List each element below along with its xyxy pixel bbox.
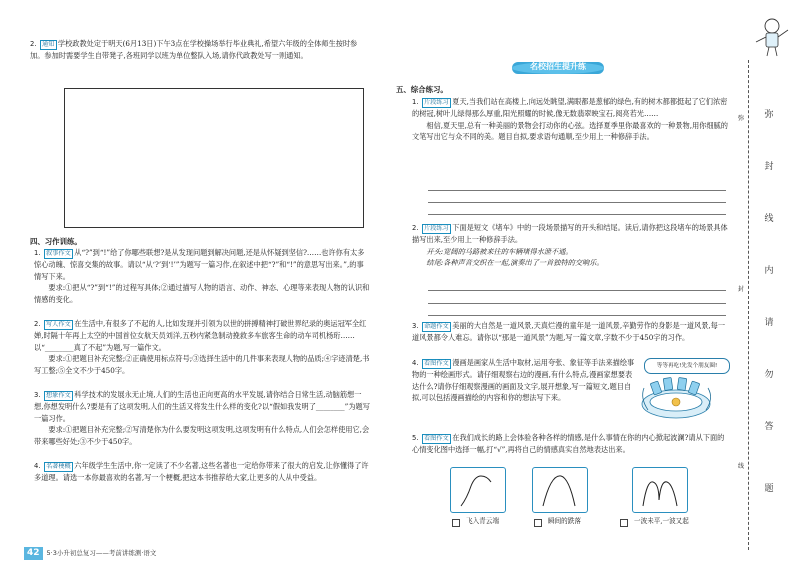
requirement-text: 要求:①把从“?”到“!”的过程写具体;②通过描写人物的语言、动作、神态、心理等来表现人物的认识和情感的变化。 [34, 283, 370, 305]
seal-line-small: 封 [738, 286, 745, 293]
option-checkbox-3[interactable] [620, 519, 628, 527]
mood-chart-wave[interactable] [632, 467, 688, 513]
question-tag: 写人作文 [44, 320, 74, 330]
option-label-1: 飞入青云端 [466, 517, 499, 525]
question-tag: 通知 [40, 40, 57, 50]
requirement-text: 要求:①把题目补充完整;②写清楚你为什么要发明这项发明,这项发明有什么特点,人们会怎样使用它,会带来哪些好处;③不少于450字。 [34, 425, 370, 447]
answer-line[interactable] [428, 214, 726, 215]
section-4-title: 四、习作训练。 [30, 237, 82, 246]
question-tag: 命题作文 [422, 322, 452, 332]
answer-line[interactable] [428, 303, 726, 304]
question-number: 1. [412, 98, 419, 106]
option-checkbox-2[interactable] [534, 519, 542, 527]
question-text: 在我们成长的路上会体验各种各样的情感,是什么事情在你的内心掀起波澜?请从下面的心情变化图中选择一幅,打“√”,再将自己的情感真实自然地表达出来。 [412, 433, 725, 455]
question-text: 下面是短文《堵车》中的一段场景描写的开头和结尾。读后,请你把这段堵车的场景具体描写出来,至少用上一种修辞手法。 [412, 223, 728, 245]
section-banner [508, 60, 608, 76]
exercise-2 [412, 222, 728, 269]
writing-task-4 [34, 460, 370, 484]
question-text: 在生活中,有很多了不起的人,比如发现并引领为以世的拼搏精神打破世界纪录的奥运冠军全红婵,时隔十年再上太空的中国首位女航天员刘洋,五秒内紧急制动挽救多车旅客生命的动车司机杨珩……以“________真了不起”为题,写一篇作文。 [34, 319, 367, 352]
sidebar-char: 线 [764, 214, 774, 224]
question-tag: 看图作文 [422, 434, 452, 444]
writing-task-1 [34, 247, 370, 306]
sidebar-char: 弥 [764, 110, 774, 120]
writing-task-2 [34, 318, 370, 377]
passage-opening: 开头:宽阔的马路被来往的车辆堵得水泄不通。 [426, 246, 573, 256]
answer-line[interactable] [428, 190, 726, 191]
question-tag: 片段练习 [422, 98, 452, 108]
banner-title: 名校招生提升练 [530, 62, 586, 71]
question-number: 3. [412, 322, 419, 330]
question-text: 科学技术的发展永无止境,人们的生活也正向更高的水平发展,请你结合日常生活,动脑筋想一想,你想发明什么?要是有了这项发明,人们的生活又将发生什么样的变化?以“假如我发明了________”为题写一篇习作。 [34, 390, 370, 423]
speech-bubble-text: 等等再吃!先发个朋友圈! [656, 363, 718, 369]
question-text: 夏天,当我们站在高楼上,向远处眺望,满眼都是葱郁的绿色,有的树木都都挺起了它们浓密的树冠,树叶儿绿得那么厚重,阳光照耀的时候,像无数翡翠映宝石,阅亮若光…… [412, 97, 728, 119]
answer-box[interactable] [64, 88, 364, 228]
seal-line [748, 60, 749, 550]
exercise-3 [412, 320, 728, 344]
question-number: 2. [30, 40, 37, 48]
section-5-title: 五、综合练习。 [396, 85, 448, 94]
exercise-5 [412, 432, 728, 456]
question-tag: 看图作文 [422, 359, 452, 369]
question-text: 漫画是画家从生活中取材,运用夸张、象征等手法来描绘事物的一种绘画形式。请仔细观察右边的漫画,有什么特点,漫画家想要表达什么?请你仔细观察漫画的画面及文字,展开想象,写一篇短文,题目自拟,可以包括漫画描绘的内容和你的想法写下来。 [412, 358, 635, 403]
question-number: 2. [34, 320, 41, 328]
option-checkbox-1[interactable] [452, 519, 460, 527]
wave-curve-icon [633, 468, 689, 514]
question-number: 4. [412, 359, 419, 367]
question-text: 学校政教处定于明天(6月13日)下午3点在学校操场举行毕业典礼,希望六年级的全体师生按时参加。参加时需要学生自带凳子,各班同学以班为单位整队入场,请你代政教处写一则通知。 [30, 39, 358, 61]
answer-line[interactable] [428, 290, 726, 291]
left-q2 [30, 38, 370, 62]
sidebar-char: 内 [764, 266, 774, 276]
question-number: 1. [34, 249, 41, 257]
mood-chart-rising[interactable] [450, 467, 506, 513]
question-text: 六年级学生生活中,你一定读了不少名著,这些名著也一定给你带来了很大的启发,让你懂得了许多道理。请选一本你最喜欢的名著,写一个梗概,把这本书推荐给大家,让更多的人从中受益。 [34, 461, 369, 483]
mood-chart-falling[interactable] [532, 467, 588, 513]
question-tag: 想象作文 [44, 391, 74, 401]
sidebar-char: 答 [764, 422, 774, 432]
question-tag: 片段练习 [422, 224, 452, 234]
mascot-icon [752, 14, 792, 58]
question-text: 从“?”到“!”给了你哪些联想?是从发现问题到解决问题,还是从怀疑到坚信?……也许你有太多惊心动魄、惊喜交集的故事。请以“从‘?’到‘!’”为题写一篇习作,在叙述中把“?”和“!”的意思写出来。”,的事情写下来。 [34, 248, 365, 281]
question-number: 2. [412, 224, 419, 232]
footer-text: 5·3小升初总复习——考前讲练测·语文 [46, 548, 157, 557]
sidebar-char: 封 [764, 162, 774, 172]
page-footer [24, 546, 156, 560]
exercise-1 [412, 96, 728, 143]
requirement-text: 要求:①把题目补充完整;②正确使用标点符号;③选择生活中的几件事来表现人物的品质;④字迹清楚,书写工整;⑤全文不少于450字。 [34, 354, 370, 376]
sidebar-char: 勿 [764, 370, 774, 380]
speech-bubble [644, 358, 730, 374]
answer-line[interactable] [428, 202, 726, 203]
option-label-3: 一波未平,一波又起 [634, 517, 689, 525]
question-text-2: 相信,夏天里,总有一种美丽的景物会打动你的心弦。选择夏季里你最喜欢的一种景物,用你细腻的文笔写出它与众不同的美。题目自拟,要求语句通顺,至少用上一种修辞手法。 [412, 120, 728, 142]
sidebar-char: 请 [764, 318, 774, 328]
seal-line-small: 线 [738, 463, 745, 470]
page-number: 42 [24, 547, 43, 560]
question-number: 3. [34, 391, 41, 399]
option-label-2: 瞬间的跌落 [548, 517, 581, 525]
question-text: 美丽的大自然是一道风景,天真烂漫的童年是一道风景,辛勤劳作的身影是一道风景,每一道风景都令人难忘。请你以“那是一道风景”为题,写一篇文章,字数不少于450字的习作。 [412, 321, 726, 343]
arch-curve-icon [533, 468, 589, 514]
question-number: 4. [34, 462, 41, 470]
mascot-figure [752, 14, 792, 58]
exercise-4 [412, 357, 636, 404]
rising-curve-icon [451, 468, 507, 514]
writing-task-3 [34, 389, 370, 448]
question-tag: 叙事作文 [44, 249, 74, 259]
question-tag: 名著梗概 [44, 462, 74, 472]
sidebar-char: 题 [764, 484, 774, 494]
passage-closing: 结尾:各种声音交织在一起,演奏出了一首独特的交响乐。 [426, 258, 604, 268]
seal-line-small: 弥 [738, 115, 745, 122]
answer-line[interactable] [428, 315, 726, 316]
question-number: 5. [412, 434, 419, 442]
cartoon-illustration [638, 358, 730, 422]
